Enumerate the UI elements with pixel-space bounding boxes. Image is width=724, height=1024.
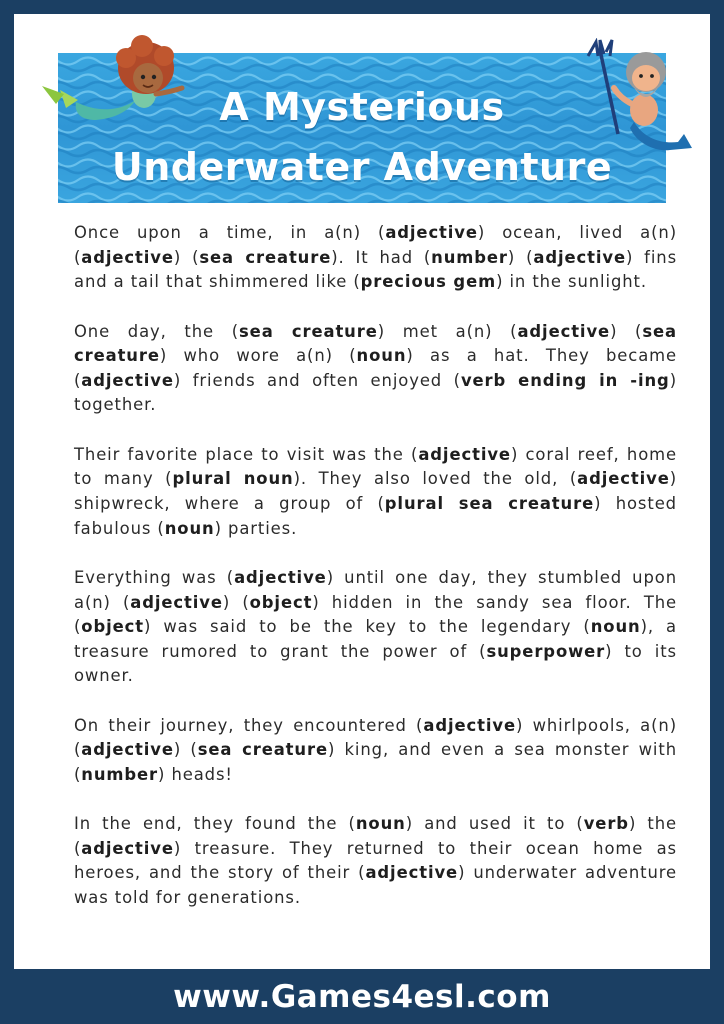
blank-word-prompt: superpower — [486, 641, 606, 661]
story-text-segment: ) ( — [507, 247, 534, 267]
story-text-segment: ), a treasure rumored to grant the power of ( — [74, 617, 677, 661]
blank-word-prompt: noun — [355, 814, 406, 834]
story-text-segment: Their favorite place to visit was the ( — [74, 444, 419, 464]
blank-word-prompt: adjective — [517, 321, 611, 341]
blank-word-prompt: adjective — [577, 469, 670, 489]
story-text-segment: ) parties. — [214, 518, 298, 538]
story-text-segment: ) ocean, lived a(n) ( — [74, 223, 677, 267]
blank-word-prompt: noun — [590, 617, 641, 637]
story-text-segment: ) and used it to ( — [405, 814, 584, 834]
story-paragraph — [74, 221, 677, 295]
blank-word-prompt: sea creature — [199, 247, 332, 267]
blank-word-prompt: number — [81, 764, 159, 784]
story-text-segment: ) was said to be the key to the legendary ( — [143, 617, 591, 637]
story-text-segment: ) fins and a tail that shimmered like ( — [74, 247, 678, 292]
story-text-segment: ) ( — [173, 740, 198, 760]
story-text-segment: ) ( — [222, 592, 250, 612]
story-text-segment: On their journey, they encountered ( — [74, 715, 424, 735]
story-paragraph — [74, 714, 677, 788]
story-text-segment: ) until one day, they stumbled upon a(n) ( — [74, 567, 677, 612]
story-text-segment: In the end, they found the ( — [74, 814, 356, 834]
blank-word-prompt: object — [249, 592, 313, 612]
story-text-segment: Once upon a time, in a(n) ( — [74, 223, 386, 242]
story-text-segment: ). They also loved the old, ( — [293, 469, 578, 489]
blank-word-prompt: adjective — [81, 740, 174, 760]
story-text-segment: ) king, and even a sea monster with ( — [74, 740, 677, 784]
blank-word-prompt: adjective — [130, 592, 223, 612]
story-text-segment: ) heads! — [158, 764, 233, 784]
blank-word-prompt: adjective — [418, 444, 511, 464]
story-paragraph — [74, 320, 677, 418]
blank-word-prompt: verb ending in -ing — [460, 370, 670, 390]
story-text-segment: ). It had ( — [331, 247, 432, 267]
blank-word-prompt: plural sea creature — [384, 493, 595, 513]
blank-word-prompt: adjective — [81, 247, 174, 267]
blank-word-prompt: number — [431, 247, 508, 267]
blank-word-prompt: sea creature — [197, 740, 328, 760]
story-text-segment: ) to its owner. — [74, 641, 677, 686]
story-text-segment: ) whirlpools, a(n) ( — [74, 715, 677, 760]
story-text-segment: ) ( — [610, 321, 643, 341]
story-text-segment: ) in the sunlight. — [496, 272, 647, 292]
story-text-segment: ) hosted fabulous ( — [74, 493, 677, 538]
story-text-segment: ) treasure. They returned to their ocean home as heroes, and the story of their ( — [74, 838, 677, 883]
story-text-segment: ) met a(n) ( — [377, 321, 518, 341]
blank-word-prompt: noun — [164, 518, 215, 538]
story-text — [74, 221, 677, 935]
story-paragraph — [74, 566, 677, 689]
title-line-1: A Mysterious — [219, 85, 505, 129]
story-text-segment: ) shipwreck, where a group of ( — [74, 469, 678, 513]
blank-word-prompt: sea creature — [239, 321, 378, 341]
story-text-segment: ) as a hat. They became ( — [74, 346, 677, 390]
story-text-segment: ) together. — [74, 370, 677, 415]
story-text-segment: ) the ( — [74, 814, 677, 858]
footer-url[interactable]: www.Games4esl.com — [173, 979, 551, 1015]
blank-word-prompt: adjective — [365, 863, 459, 883]
story-text-segment: Everything was ( — [74, 567, 235, 587]
blank-word-prompt: adjective — [385, 223, 478, 242]
story-paragraph — [74, 812, 677, 910]
story-text-segment: ) underwater adventure was told for generations. — [74, 863, 678, 908]
mermaid-girl-icon — [36, 28, 186, 128]
blank-word-prompt: noun — [356, 346, 407, 366]
story-text-segment: ) coral reef, home to many ( — [74, 444, 677, 489]
story-text-segment: ) friends and often enjoyed ( — [173, 370, 461, 390]
blank-word-prompt: plural noun — [172, 469, 294, 489]
blank-word-prompt: sea creature — [74, 321, 677, 366]
title-line-2: Underwater Adventure — [111, 145, 613, 189]
merman-trident-icon — [574, 38, 694, 158]
blank-word-prompt: adjective — [81, 370, 174, 390]
story-text-segment: ) who wore a(n) ( — [159, 346, 357, 366]
blank-word-prompt: adjective — [533, 247, 626, 267]
story-paragraph — [74, 443, 677, 541]
blank-word-prompt: object — [81, 617, 144, 637]
blank-word-prompt: adjective — [423, 715, 516, 735]
blank-word-prompt: adjective — [234, 567, 327, 587]
worksheet-page — [14, 14, 710, 969]
story-text-segment: ) hidden in the sandy sea floor. The ( — [74, 592, 678, 637]
blank-word-prompt: adjective — [81, 838, 174, 858]
blank-word-prompt: precious gem — [360, 272, 497, 292]
blank-word-prompt: verb — [583, 814, 629, 834]
story-text-segment: ) ( — [173, 247, 200, 267]
story-text-segment: One day, the ( — [74, 321, 240, 341]
